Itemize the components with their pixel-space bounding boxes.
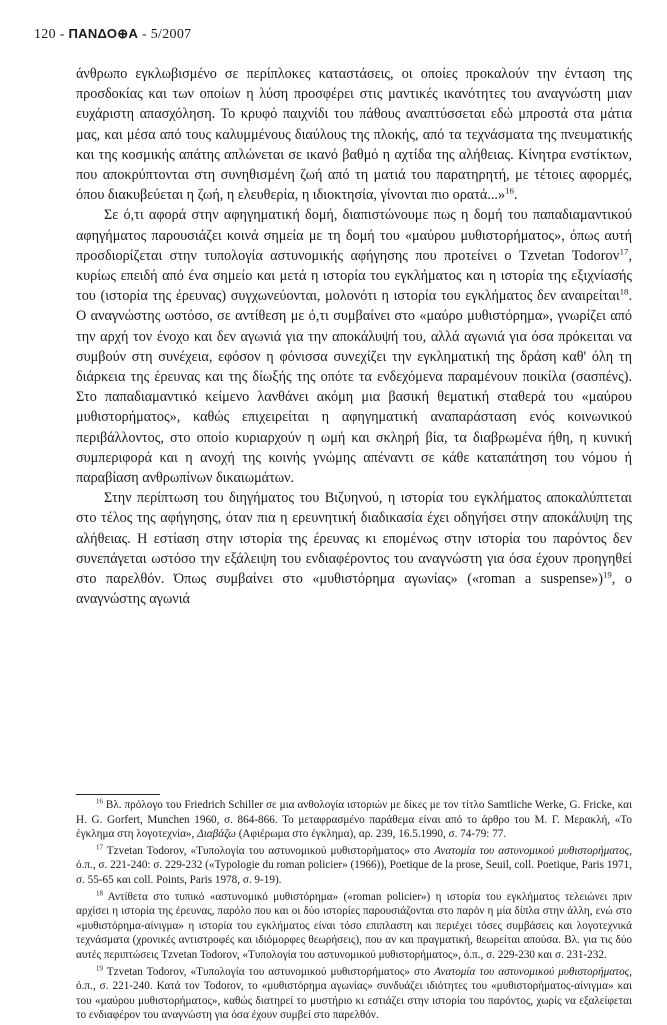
journal-name: ΠΑΝΔΟ⊕Α (68, 26, 139, 41)
footnote-ref-19: 19 (602, 569, 612, 580)
paragraph-3: Στην περίπτωση του διηγήματος του Βιζυηνού, η ιστορία του εγκλήματος αποκαλύπτεται στο τέλος της αφήγησης, όταν πια η ερευνητική διαδικασία έχει οδηγήσει στην αποκάλυψη της αλήθειας. Η εστίαση στην ιστορία της έρευνας κι επομένως στην ιστορία του παρόντος δεν συνεπάγεται ωστόσο την εξάλειψη του ενδιαφέροντος του αναγνώστη για όσα έχουν προηγηθεί στο παρελθόν. Όπως συμβαίνει στο «μυθιστόρημα αγωνίας» («roman a suspense»)$^{19}$, ο αναγνώστης αγωνιά (76, 490, 632, 608)
footnote-17: $^{17}$ Tzvetan Todorov, «Τυπολογία του αστυνομικού μυθιστορήματος» στο Ανατομία του αστυνομικού μυθιστορήματος, ό.π., σ. 221-240: σ. 229-232 («Typologie du roman policier» (1966)), Poetique de la prose, Seuil, coll. Poetique, Paris 1971, σ. 55-65 και coll. Points, Paris 1978, σ. 9-19). (76, 843, 632, 886)
page-number: 120 (34, 27, 56, 42)
paragraph-1: άνθρωπο εγκλωβισμένο σε περίπλοκες καταστάσεις, οι οποίες προκαλούν την ένταση της προσδοκίας και των οποίων η λύση προσφέρει στις μαντικές ικανότητες του αναγνώστη μιαν ευχάριστη απασχόληση. Το κρυφό παιχνίδι του πάθους αναπτύσσεται εδώ μπροστά στα μάτια μας, και μέσα από τους καλυμμένους διαύλους της πλοκής, από τα τεχνάσματα της πνευματικής και της κοσμικής απάτης απλώνεται σε ικανό βαθμό η αχτίδα της αλήθειας. Κίνητρα ενστίκτων, που αποκρύπτονται στη συνηθισμένη ζωή από τη ματιά του παρατηρητή, με τέτοιες αφορμές, όπου διακυβεύεται η ζωή, η ελευθερία, η ιδιοκτησία, γίνονται πιο ορατά...»$^{16}$. (76, 66, 632, 204)
page-header: 120 - ΠΑΝΔΟ⊕Α - 5/2007 (34, 26, 192, 42)
issue-number: 5/2007 (150, 27, 192, 42)
footnote-19: $^{19}$ Tzvetan Todorov, «Τυπολογία του αστυνομικού μυθιστορήματος» στο Ανατομία του αστυνομικού μυθιστορήματος, ό.π., σ. 221-240. Κατά τον Todorov, το «μυθιστόρημα αγωνίας» συνδυάζει ιδιότητες του «μυθιστορήματος-αίνιγμα» και του «μαύρου μυθιστορήματος», καθώς διατηρεί το μυστήριο κι εστιάζει στην ιστορία του παρόντος, χωρίς να εξαλείφεται το ενδιαφέρον του αναγνώστη για όσα έχουν συμβεί στο παρελθόν. (76, 963, 632, 1022)
footnotes (76, 798, 632, 1025)
footnote-18: $^{18}$ Αντίθετα στο τυπικό «αστυνομικό μυθιστόρημα» («roman policier») η ιστορία του εγκλήματος τελειώνει πριν αρχίσει η ιστορία της έρευνας, παρόλο που και οι δύο ιστορίες παρουσιάζονται στο παρόν η μία δίπλα στην άλλη, ενώ στο «μυθιστόρημα-αίνιγμα» η ιστορία του εγκλήματος είναι τόσο επιπλαστη και περιέχει τόσες συμβάσεις και λογοτεχνικά τεχνάσματα (χρονικές αντιστροφές και ιδιόμορφες θεωρήσεις), που αν και πραγματική, θεωρείται απούσα. Βλ. για τις δύο αυτές περιπτώσεις Tzvetan Todorov, «Τυπολογία του αστυνομικού μυθιστορήματος», ό.π., σ. 229-230 και σ. 231-232. (76, 888, 632, 961)
footnote-ref-16: 16 (505, 185, 514, 196)
footnote-ref-18: 18 (619, 286, 629, 297)
footnote-ref-17: 17 (619, 246, 629, 257)
paragraph-2: Σε ό,τι αφορά στην αφηγηματική δομή, διαπιστώνουμε πως η δομή του παπαδιαμαντικού αφηγήματος παρουσιάζει κοινά σημεία με τη δομή του «μαύρου μυθιστορήματος», όπως αυτή προσδιορίζεται στην τυπολογία αστυνομικής αφήγησης που προτείνει ο Tzvetan Todorov$^{17}$, κυρίως επειδή από ένα σημείο και μετά η ιστορία του εγκλήματος και η ιστορία της εξιχνίασής του (ιστορία της έρευνας) συγχωνεύονται, μολονότι η ιστορία του εγκλήματος δεν αναιρείται$^{18}$. Ο αναγνώστης ωστόσο, σε αντίθεση με ό,τι συμβαίνει στο «μαύρο μυθιστόρημα», γνωρίζει από την αρχή τον ένοχο και δεν αγωνιά για την αποκάλυψή του, αλλά αγωνιά για όσα πρόκειται να συμβούν στη συνέχεια, εφόσον η φόνισσα συνεχίζει την εγκληματική της δράση καθ' όλη τη διάρκεια της έρευνας και της δίωξής της οπότε τα ενδεχόμενα παραμένουν ποικίλα (σασπένς). Στο παπαδιαμαντικό κείμενο λανθάνει ακόμη μια βασική θεματική σταθερά του «μαύρου μυθιστορήματος», καθώς επιχειρείται η αφηγηματική αναπαράσταση ενός κοινωνικού περιβάλλοντος, στο οποίο κυριαρχούν η ωμή και σκληρή βία, τα διαβρωμένα ήθη, η κυνική συμπεριφορά και η ανοχή της κοινής γνώμης απέναντι σε κάθε καταπάτηση του νόμου ή παραβίαση ανθρωπίνων δικαιωμάτων. (76, 207, 632, 487)
journal-logo-icon: ⊕ (117, 26, 129, 41)
footnote-separator (76, 794, 160, 795)
footnote-16: $^{16}$ Βλ. πρόλογο του Friedrich Schiller σε μια ανθολογία ιστοριών με δίκες με τον τίτλο Samtliche Werke, G. Fricke, και H. G. Gorfert, Munchen 1960, σ. 864-866. Το μεταφρασμένο παράθεμα είναι από το άρθρο του Μ. Γ. Μερακλή, «Το έγκλημα στη λογοτεχνία», Διαβάζω (Αφιέρωμα στο έγκλημα), αρ. 239, 16.5.1990, σ. 74-79: 77. (76, 797, 633, 841)
main-text (76, 64, 632, 609)
